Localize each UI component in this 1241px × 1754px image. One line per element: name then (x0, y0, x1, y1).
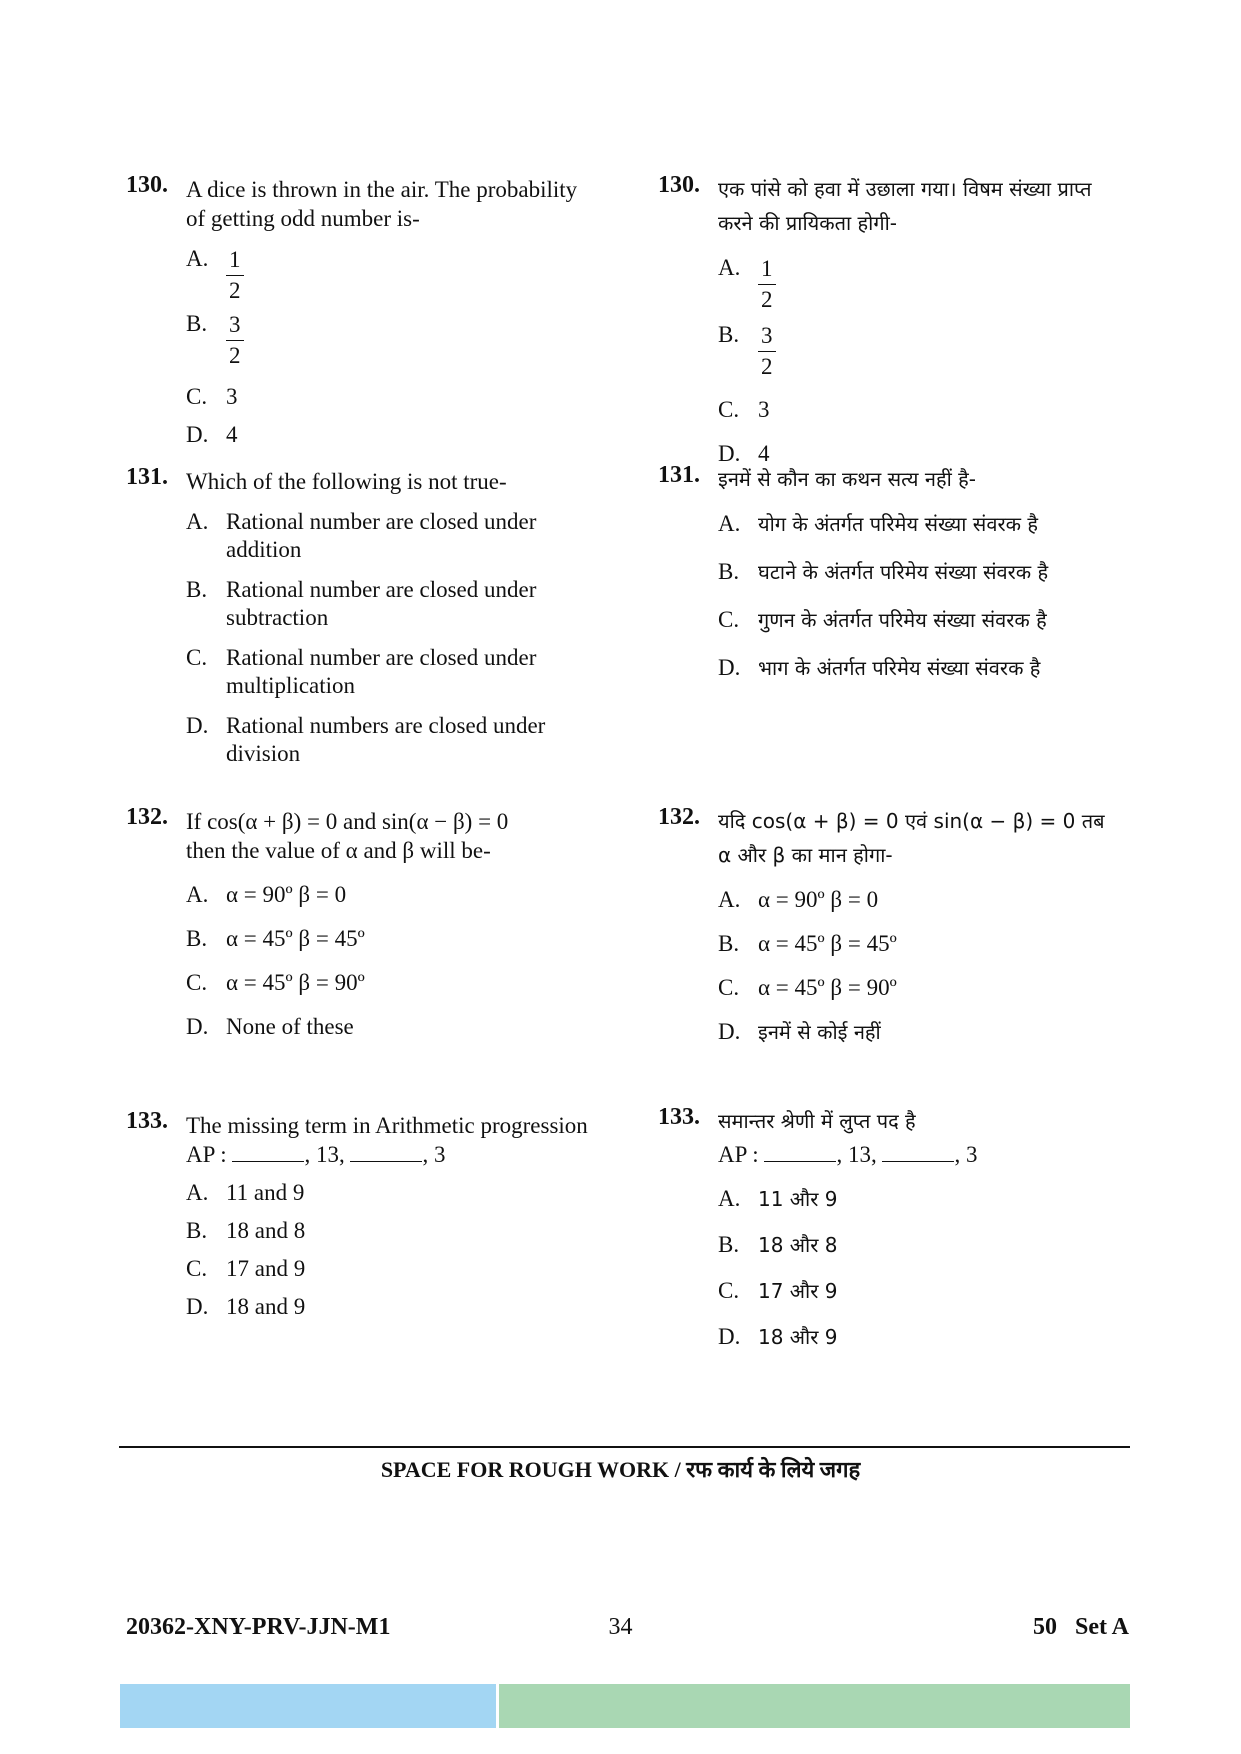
question-text: यदि cos(α + β) = 0 एवं sin(α − β) = 0 तब α और β का मान होगा- (718, 809, 1105, 867)
option-a: A. α = 90º β = 0 (186, 882, 347, 907)
option-d: D. 4 (186, 422, 238, 447)
fraction: $\frac{1}{2}$ (758, 254, 776, 315)
fraction: $\frac{3}{2}$ (226, 310, 244, 371)
option-c: C. 17 and 9 (186, 1256, 306, 1281)
option-d: D. None of these (186, 1014, 354, 1039)
question-132-hi (658, 804, 1128, 1046)
option-a: A. योग के अंतर्गत परिमेय संख्या संवरक है (718, 511, 1038, 536)
option-c: C. 3 (718, 397, 770, 422)
fraction: $\frac{1}{2}$ (226, 245, 244, 306)
set-label: 50 Set A (1033, 1614, 1129, 1640)
ap-sequence: AP : , 13, , 3 (718, 1142, 978, 1167)
question-130-en (126, 172, 596, 449)
option-c: C. 3 (186, 384, 238, 409)
option-d: D. Rational numbers are closed under division (186, 713, 546, 766)
option-a: A. 11 and 9 (186, 1180, 305, 1205)
question-text: इनमें से कौन का कथन सत्य नहीं है- (718, 467, 976, 491)
option-c: C. α = 45º β = 90º (186, 970, 365, 995)
option-c: C. 17 और 9 (718, 1278, 838, 1303)
question-number: 133. (658, 1104, 700, 1130)
option-a: A. $\frac{1}{2}$ (186, 245, 596, 306)
question-number: 131. (658, 462, 700, 488)
footer-bar-green (499, 1684, 1130, 1728)
question-number: 132. (126, 804, 168, 830)
option-d: D. 18 और 9 (718, 1324, 838, 1349)
question-number: 133. (126, 1108, 168, 1134)
option-b: B. α = 45º β = 45º (186, 926, 365, 951)
question-number: 130. (658, 172, 700, 198)
question-133-hi (658, 1104, 1128, 1351)
option-a: A. Rational number are closed under addition (186, 509, 537, 562)
option-d: D. भाग के अंतर्गत परिमेय संख्या संवरक है (718, 655, 1041, 680)
option-d: D. 4 (718, 441, 770, 466)
question-text: A dice is thrown in the air. The probability of getting odd number is- (186, 177, 578, 231)
option-b: B. $\frac{3}{2}$ (718, 321, 1128, 382)
option-d: D. 18 and 9 (186, 1294, 306, 1319)
question-number: 130. (126, 172, 168, 198)
question-133-en (126, 1108, 596, 1321)
divider-line (119, 1446, 1130, 1448)
question-text: एक पांसे को हवा में उछाला गया। विषम संख्या प्राप्त करने की प्रायिकता होगी- (718, 177, 1092, 235)
ap-sequence: AP : , 13, , 3 (186, 1142, 446, 1167)
option-b: B. घटाने के अंतर्गत परिमेय संख्या संवरक है (718, 559, 1049, 584)
option-a: A. $\frac{1}{2}$ (718, 254, 1128, 315)
option-b: B. α = 45º β = 45º (718, 931, 897, 956)
option-a: A. α = 90º β = 0 (718, 887, 879, 912)
option-c: C. α = 45º β = 90º (718, 975, 897, 1000)
option-b: B. $\frac{3}{2}$ (186, 310, 596, 371)
option-b: B. 18 और 8 (718, 1232, 838, 1257)
question-132-en (126, 804, 596, 1041)
option-d: D. इनमें से कोई नहीं (718, 1019, 881, 1044)
footer-bar-blue (120, 1684, 496, 1728)
question-number: 131. (126, 464, 168, 490)
fraction: $\frac{3}{2}$ (758, 321, 776, 382)
rough-work-heading: SPACE FOR ROUGH WORK / रफ कार्य के लिये जगह (380, 1457, 861, 1482)
option-c: C. Rational number are closed under multiplication (186, 645, 537, 698)
question-130-hi (658, 172, 1128, 468)
question-text: The missing term in Arithmetic progression (186, 1113, 588, 1138)
option-c: C. गुणन के अंतर्गत परिमेय संख्या संवरक है (718, 607, 1047, 632)
question-131-en (126, 464, 596, 768)
option-a: A. 11 और 9 (718, 1186, 838, 1211)
question-text: समान्तर श्रेणी में लुप्त पद है (718, 1109, 916, 1133)
question-text: If cos(α + β) = 0 and sin(α − β) = 0 then the value of α and β will be- (186, 809, 509, 863)
question-number: 132. (658, 804, 700, 830)
question-text: Which of the following is not true- (186, 469, 507, 494)
page-number: 34 (608, 1614, 633, 1640)
option-b: B. Rational number are closed under subtraction (186, 577, 537, 630)
paper-code: 20362-XNY-PRV-JJN-M1 (126, 1614, 391, 1640)
question-131-hi (658, 462, 1128, 682)
option-b: B. 18 and 8 (186, 1218, 306, 1243)
